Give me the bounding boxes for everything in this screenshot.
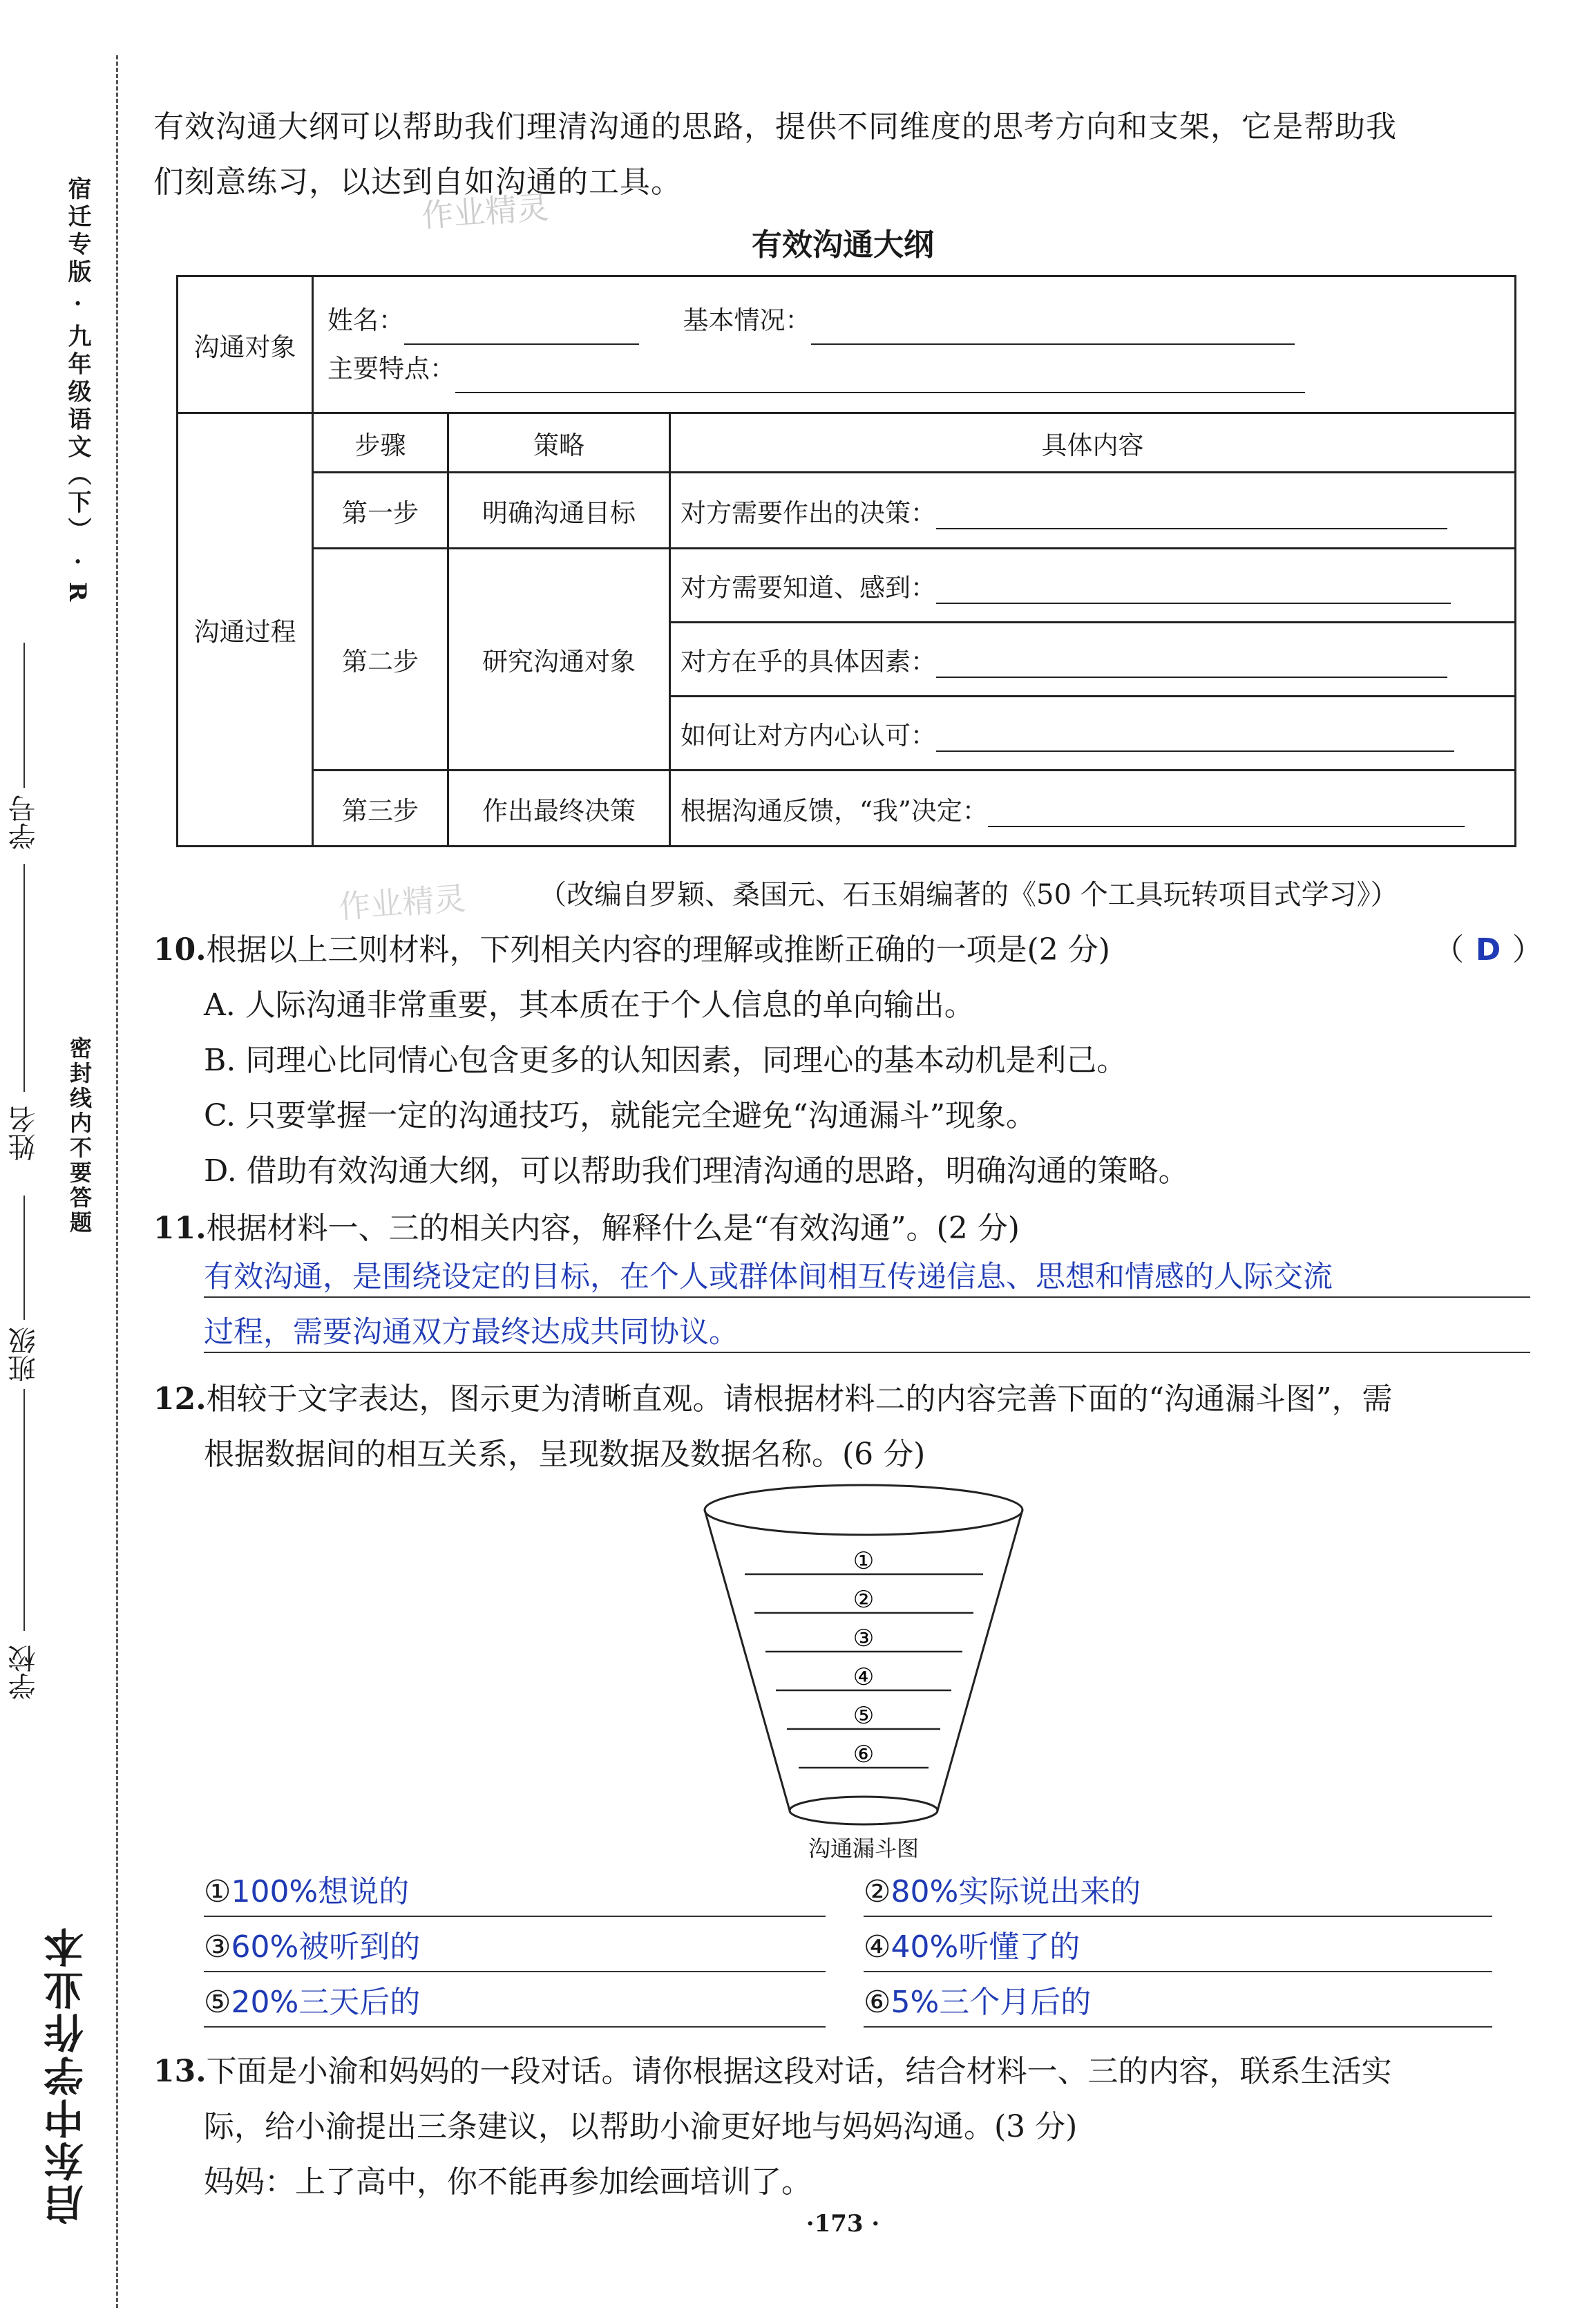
target-label: 沟通对象 <box>178 276 313 413</box>
basic-blank[interactable] <box>811 320 1295 345</box>
funnel-right-edge <box>937 1510 1022 1811</box>
field-class: 班级 <box>8 1327 40 1382</box>
q11-answer-line-1: 有效沟通，是围绕设定的目标，在个人或群体间相互传递信息、思想和情感的人际交流 <box>204 1260 1333 1294</box>
answer-mark: ① <box>204 1874 231 1909</box>
q10-option-a: A. 人际沟通非常重要，其本质在于个人信息的单向输出。 <box>204 988 975 1023</box>
step1-strategy: 明确沟通目标 <box>448 473 670 549</box>
q12-answer-1 <box>204 1864 409 1920</box>
paren-left: （ <box>1434 932 1464 967</box>
answer-mark: ② <box>864 1874 891 1909</box>
q11-underline-1 <box>204 1296 1530 1298</box>
q13-text: 下面是小渝和妈妈的一段对话。请你根据这段对话，结合材料一、三的内容，联系生活实 <box>206 2054 1392 2089</box>
source-citation: （改编自罗颖、桑国元、石玉娟编著的《50 个工具玩转项目式学习》） <box>539 879 1398 911</box>
funnel-marker-4: ④ <box>853 1663 875 1691</box>
paren-right: ） <box>1512 932 1543 967</box>
step3-content <box>670 771 1516 847</box>
funnel-top-rim <box>705 1485 1022 1535</box>
step3-item: 根据沟通反馈，“我”决定： <box>680 795 988 826</box>
q12-answer-4 <box>864 1920 1080 1975</box>
step2-strategy: 研究沟通对象 <box>448 549 670 771</box>
q10-stem <box>153 923 1110 978</box>
q11-text: 根据材料一、三的相关内容，解释什么是“有效沟通”。(2 分) <box>206 1211 1020 1246</box>
q12-underline-5 <box>204 2026 826 2028</box>
step3-label: 第三步 <box>313 771 448 847</box>
q12-answer-3 <box>204 1920 420 1975</box>
q12-underline-3 <box>204 1971 826 1972</box>
step2-item: 对方需要知道、感到： <box>680 573 936 603</box>
step2-item: 对方在乎的具体因素： <box>680 647 936 677</box>
q10-answer: D <box>1475 932 1501 967</box>
step2-blank-3[interactable] <box>936 727 1454 752</box>
answer-text: 100%想说的 <box>231 1874 410 1909</box>
field-school: 学校 <box>8 1645 40 1700</box>
answer-text: 80%实际说出来的 <box>891 1874 1141 1909</box>
feature-label: 主要特点： <box>327 353 455 384</box>
q10-option-d: D. 借助有效沟通大纲，可以帮助我们理清沟通的思路，明确沟通的策略。 <box>204 1153 1189 1189</box>
field-line-class <box>23 1196 25 1320</box>
answer-mark: ④ <box>864 1929 891 1965</box>
q11-answer-line-2: 过程，需要沟通双方最终达成共同协议。 <box>204 1315 739 1350</box>
outline-title: 有效沟通大纲 <box>752 227 934 263</box>
q12-text: 相较于文字表达，图示更为清晰直观。请根据材料二的内容完善下面的“沟通漏斗图”，需 <box>206 1381 1393 1417</box>
basic-label: 基本情况： <box>683 305 811 335</box>
q12-underline-1 <box>204 1916 826 1917</box>
step2-content-2 <box>670 623 1516 697</box>
funnel-caption: 沟通漏斗图 <box>808 1835 919 1862</box>
target-info <box>313 276 1516 413</box>
watermark: 作业精灵 <box>337 879 467 926</box>
funnel-left-edge <box>705 1510 790 1811</box>
communication-funnel <box>698 1482 1029 1835</box>
field-name: 姓名 <box>8 1106 40 1161</box>
funnel-marker-3: ③ <box>853 1625 875 1652</box>
intro-line-1: 有效沟通大纲可以帮助我们理清沟通的思路，提供不同维度的思考方向和支架，它是帮助我 <box>153 109 1397 144</box>
intro-line-2: 们刻意练习，以达到自如沟通的工具。 <box>153 164 682 200</box>
answer-mark: ③ <box>204 1929 231 1965</box>
q11-underline-2 <box>204 1352 1530 1353</box>
feature-blank[interactable] <box>455 368 1305 393</box>
field-student-id: 学号 <box>8 795 40 850</box>
q10-number: 10. <box>153 932 207 967</box>
q10-option-c: C. 只要掌握一定的沟通技巧，就能完全避免“沟通漏斗”现象。 <box>204 1098 1037 1133</box>
q12-number: 12. <box>153 1381 207 1417</box>
funnel-marker-6: ⑥ <box>853 1741 875 1768</box>
step2-label: 第二步 <box>313 549 448 771</box>
answer-text: 40%听懂了的 <box>891 1929 1081 1965</box>
step1-content <box>670 473 1516 549</box>
watermark: 作业精灵 <box>420 188 550 235</box>
step2-blank-1[interactable] <box>936 579 1451 604</box>
header-content: 具体内容 <box>670 413 1516 473</box>
binding-margin <box>0 0 117 2324</box>
funnel-marker-1: ① <box>853 1547 875 1575</box>
answer-text: 20%三天后的 <box>231 1985 421 2020</box>
q12-answer-2 <box>864 1864 1141 1920</box>
step1-label: 第一步 <box>313 473 448 549</box>
q13-number: 13. <box>153 2054 207 2089</box>
q12-stem-2: 根据数据间的相互关系，呈现数据及数据名称。(6 分) <box>204 1437 926 1472</box>
answer-text: 5%三个月后的 <box>891 1985 1092 2020</box>
step3-blank[interactable] <box>988 802 1465 827</box>
step2-content-3 <box>670 697 1516 771</box>
step2-item: 如何让对方内心认可： <box>680 721 936 750</box>
field-line-id <box>23 643 25 788</box>
funnel-bottom-rim <box>790 1797 937 1824</box>
q11-stem <box>153 1201 1020 1256</box>
step2-blank-2[interactable] <box>936 653 1447 678</box>
answer-mark: ⑤ <box>204 1985 231 2020</box>
name-label: 姓名： <box>327 305 404 335</box>
q10-option-b: B. 同理心比同情心包含更多的认知因素，同理心的基本动机是利己。 <box>204 1043 1127 1078</box>
answer-mark: ⑥ <box>864 1985 891 2020</box>
q13-dialogue-1: 妈妈：上了高中，你不能再参加绘画培训了。 <box>204 2164 812 2200</box>
step1-blank[interactable] <box>936 504 1447 529</box>
q12-answer-6 <box>864 1975 1091 2030</box>
step2-content-1 <box>670 549 1516 623</box>
field-line-name <box>23 864 25 1092</box>
seal-notice: 密封线内不要答题 <box>66 1037 93 1236</box>
funnel-marker-5: ⑤ <box>853 1702 875 1730</box>
name-blank[interactable] <box>404 320 639 345</box>
q12-underline-2 <box>864 1916 1492 1917</box>
header-step: 步骤 <box>313 413 448 473</box>
q12-underline-4 <box>864 1971 1492 1972</box>
answer-text: 60%被听到的 <box>231 1929 421 1965</box>
brand-title: 启东中学作业本 <box>44 1925 91 2224</box>
q13-stem-1 <box>153 2044 1392 2099</box>
q12-answer-5 <box>204 1975 420 2030</box>
field-line-school <box>23 1389 25 1631</box>
header-strategy: 策略 <box>448 413 670 473</box>
q10-answer-box <box>1434 923 1543 978</box>
q10-text: 根据以上三则材料，下列相关内容的理解或推断正确的一项是(2 分) <box>206 932 1110 967</box>
q12-stem-1 <box>153 1372 1393 1427</box>
step3-strategy: 作出最终决策 <box>448 771 670 847</box>
series-header: 宿迁专版 · 九年级语文（下） · R <box>64 176 91 606</box>
q13-stem-2: 际，给小渝提出三条建议，以帮助小渝更好地与妈妈沟通。(3 分) <box>204 2109 1078 2144</box>
seal-dashed-line <box>116 55 118 2308</box>
page-number: ·173 · <box>806 2210 880 2238</box>
effective-communication-outline <box>176 275 1516 847</box>
q11-number: 11. <box>153 1211 207 1246</box>
funnel-marker-2: ② <box>853 1586 875 1614</box>
q12-underline-6 <box>864 2026 1492 2028</box>
step1-item: 对方需要作出的决策： <box>680 498 936 528</box>
process-label: 沟通过程 <box>178 413 313 847</box>
